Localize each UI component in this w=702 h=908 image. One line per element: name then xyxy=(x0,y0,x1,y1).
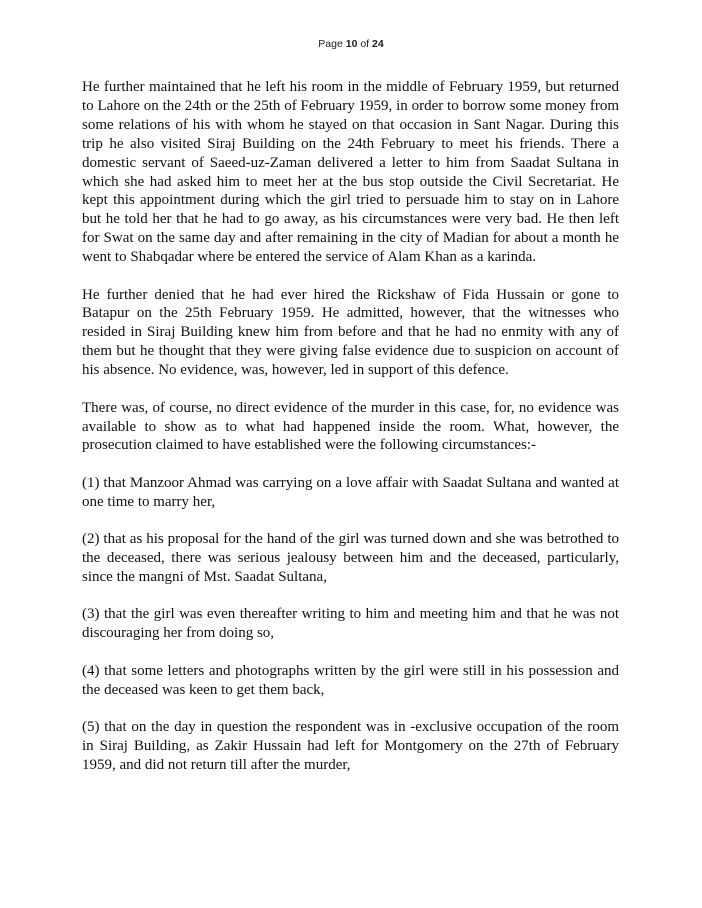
page-label: Page xyxy=(318,38,343,50)
circumstance-item-1: (1) that Manzoor Ahmad was carrying on a love affair with Saadat Sultana and wanted at one time to marry her, xyxy=(82,474,619,510)
circumstance-item-4: (4) that some letters and photographs written by the girl were still in his possession and the deceased was keen to get them back, xyxy=(82,662,619,698)
document-body xyxy=(82,78,619,793)
paragraph-respondent-statement: He further maintained that he left his room in the middle of February 1959, but returned to Lahore on the 24th or the 25th of February 1959, in order to borrow some money from some relations of his with whom he stayed on that occasion in Sant Nagar. During this trip he also visited Siraj Building on the 24th February to meet his friends. There a domestic servant of Saeed-uz-Zaman delivered a letter to him from Saadat Sultana in which she had asked him to meet her at the bus stop outside the Civil Secretariat. He kept this appointment during which the girl tried to persuade him to stay on in Lahore but he told her that he had to go away, as his circumstances were very bad. He then left for Swat on the same day and after remaining in the city of Madian for about a month he went to Shabqadar where be entered the service of Alam Khan as a karinda. xyxy=(82,79,619,266)
of-label: of xyxy=(360,38,370,50)
circumstance-item-2: (2) that as his proposal for the hand of the girl was turned down and she was betrothed to the deceased, there was serious jealousy between him and the deceased, particularly, since the mangni of Mst. Saadat Sultana, xyxy=(82,531,619,585)
circumstance-item-3: (3) that the girl was even thereafter writing to him and meeting him and that he was not discouraging her from doing so, xyxy=(82,606,619,642)
paragraph-prosecution-circumstances: There was, of course, no direct evidence of the murder in this case, for, no evidence was available to show as to what had happened inside the room. What, however, the prosecution claimed to have established were the following circumstances:- xyxy=(82,399,619,454)
page-number-header xyxy=(0,38,702,50)
paragraph-respondent-denial: He further denied that he had ever hired the Rickshaw of Fida Hussain or gone to Batapur on the 25th February 1959. He admitted, however, that the witnesses who resided in Siraj Building knew him from before and that he had no enmity with any of them but he thought that they were giving false evidence due to suspicion on account of his absence. No evidence, was, however, led in support of this defence. xyxy=(82,286,619,379)
circumstance-item-5: (5) that on the day in question the respondent was in -exclusive occupation of the room in Siraj Building, as Zakir Hussain had left for Montgomery on the 27th of February 1959, and did not return till after the murder, xyxy=(82,718,619,773)
current-page-number: 10 xyxy=(345,38,358,50)
total-pages-number: 24 xyxy=(372,38,384,50)
